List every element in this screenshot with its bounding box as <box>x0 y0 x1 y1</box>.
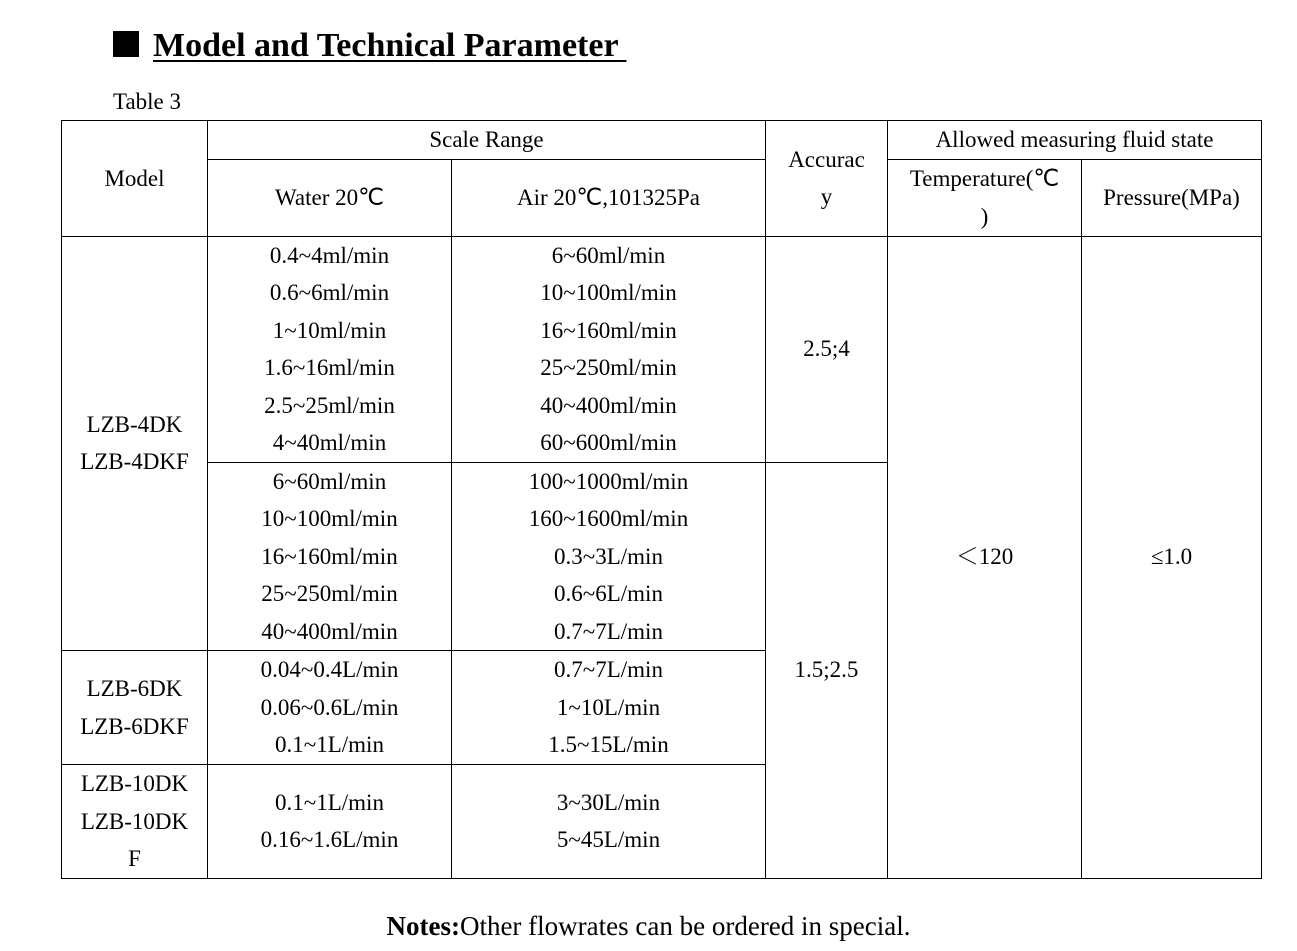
header-temperature-line2: ) <box>980 203 989 229</box>
model-line: LZB-10DK <box>80 808 189 834</box>
water-range-value: 4~40ml/min <box>272 430 387 455</box>
water-range-value: 0.06~0.6L/min <box>260 694 399 720</box>
header-accuracy-line2: y <box>820 184 833 210</box>
header-allowed-state: Allowed measuring fluid state <box>888 121 1262 160</box>
parameter-table <box>61 120 1262 879</box>
model-line: LZB-10DK <box>80 771 189 796</box>
water-range-value: 25~250ml/min <box>261 581 398 606</box>
water-range-value: 0.1~1L/min <box>275 789 384 815</box>
air-range-cell <box>452 651 766 765</box>
header-temperature <box>888 159 1082 236</box>
water-range-cell <box>208 462 452 651</box>
accuracy-cell: 1.5;2.5 <box>766 462 888 878</box>
notes-text: Other flowrates can be ordered in special. <box>459 911 911 941</box>
header-accuracy-line1: Accurac <box>788 146 865 172</box>
section-heading <box>113 24 626 68</box>
header-row-2 <box>62 159 1262 236</box>
air-range-value: 6~60ml/min <box>551 242 666 268</box>
model-cell-6dk <box>62 651 208 765</box>
air-range-value: 0.6~6L/min <box>554 581 663 606</box>
water-range-cell <box>208 765 452 879</box>
temperature-value-cell: ＜120 <box>888 236 1082 878</box>
header-accuracy <box>766 121 888 237</box>
air-range-value: 1~10L/min <box>556 694 661 720</box>
notes-label: Notes: <box>386 911 460 941</box>
air-range-value: 100~1000ml/min <box>528 468 689 494</box>
header-row-1 <box>62 121 1262 160</box>
air-range-value: 10~100ml/min <box>540 280 677 305</box>
model-line: LZB-4DKF <box>80 449 189 475</box>
air-range-cell <box>452 236 766 462</box>
water-range-value: 0.16~1.6L/min <box>260 827 399 853</box>
air-range-cell <box>452 765 766 879</box>
section-heading-text: Model and Technical Parameter <box>153 27 618 64</box>
water-range-value: 40~400ml/min <box>261 618 398 644</box>
air-range-value: 160~1600ml/min <box>528 506 689 531</box>
model-line: LZB-4DK <box>86 411 183 437</box>
model-line: F <box>128 846 141 871</box>
water-range-value: 0.4~4ml/min <box>269 242 390 268</box>
pressure-value-cell: ≤1.0 <box>1082 236 1262 878</box>
black-square-icon <box>113 31 139 57</box>
air-range-value: 0.7~7L/min <box>554 618 663 644</box>
model-line: LZB-6DK <box>86 676 183 701</box>
water-range-value: 1~10ml/min <box>272 317 387 343</box>
air-range-value: 1.5~15L/min <box>548 732 669 758</box>
water-range-value: 16~160ml/min <box>261 543 398 569</box>
air-range-value: 60~600ml/min <box>540 430 677 455</box>
water-range-value: 10~100ml/min <box>261 506 398 531</box>
model-cell-10dk <box>62 765 208 879</box>
accuracy-cell: 2.5;4 <box>766 236 888 462</box>
water-range-value: 0.04~0.4L/min <box>260 657 399 683</box>
water-range-value: 6~60ml/min <box>272 468 387 494</box>
model-cell-4dk <box>62 236 208 651</box>
header-scale-range: Scale Range <box>208 121 766 160</box>
header-model: Model <box>62 121 208 237</box>
table-row-4dk-a <box>62 236 1262 462</box>
air-range-cell <box>452 462 766 651</box>
water-range-cell <box>208 651 452 765</box>
header-water: Water 20℃ <box>208 159 452 236</box>
water-range-value: 2.5~25ml/min <box>264 392 395 418</box>
header-pressure: Pressure(MPa) <box>1082 159 1262 236</box>
water-range-value: 0.6~6ml/min <box>269 280 390 305</box>
water-range-value: 1.6~16ml/min <box>264 355 395 380</box>
notes-line <box>0 908 1297 944</box>
air-range-value: 3~30L/min <box>556 789 661 815</box>
air-range-value: 25~250ml/min <box>540 355 677 380</box>
water-range-value: 0.1~1L/min <box>275 732 384 758</box>
air-range-value: 16~160ml/min <box>540 317 677 343</box>
air-range-value: 0.3~3L/min <box>554 543 663 569</box>
water-range-cell <box>208 236 452 462</box>
model-line: LZB-6DKF <box>80 713 189 739</box>
header-air: Air 20℃,101325Pa <box>452 159 766 236</box>
air-range-value: 5~45L/min <box>556 827 661 853</box>
table-caption: Table 3 <box>113 89 182 114</box>
air-range-value: 0.7~7L/min <box>554 657 663 683</box>
header-temperature-line1: Temperature(℃ <box>909 166 1060 191</box>
air-range-value: 40~400ml/min <box>540 392 677 418</box>
